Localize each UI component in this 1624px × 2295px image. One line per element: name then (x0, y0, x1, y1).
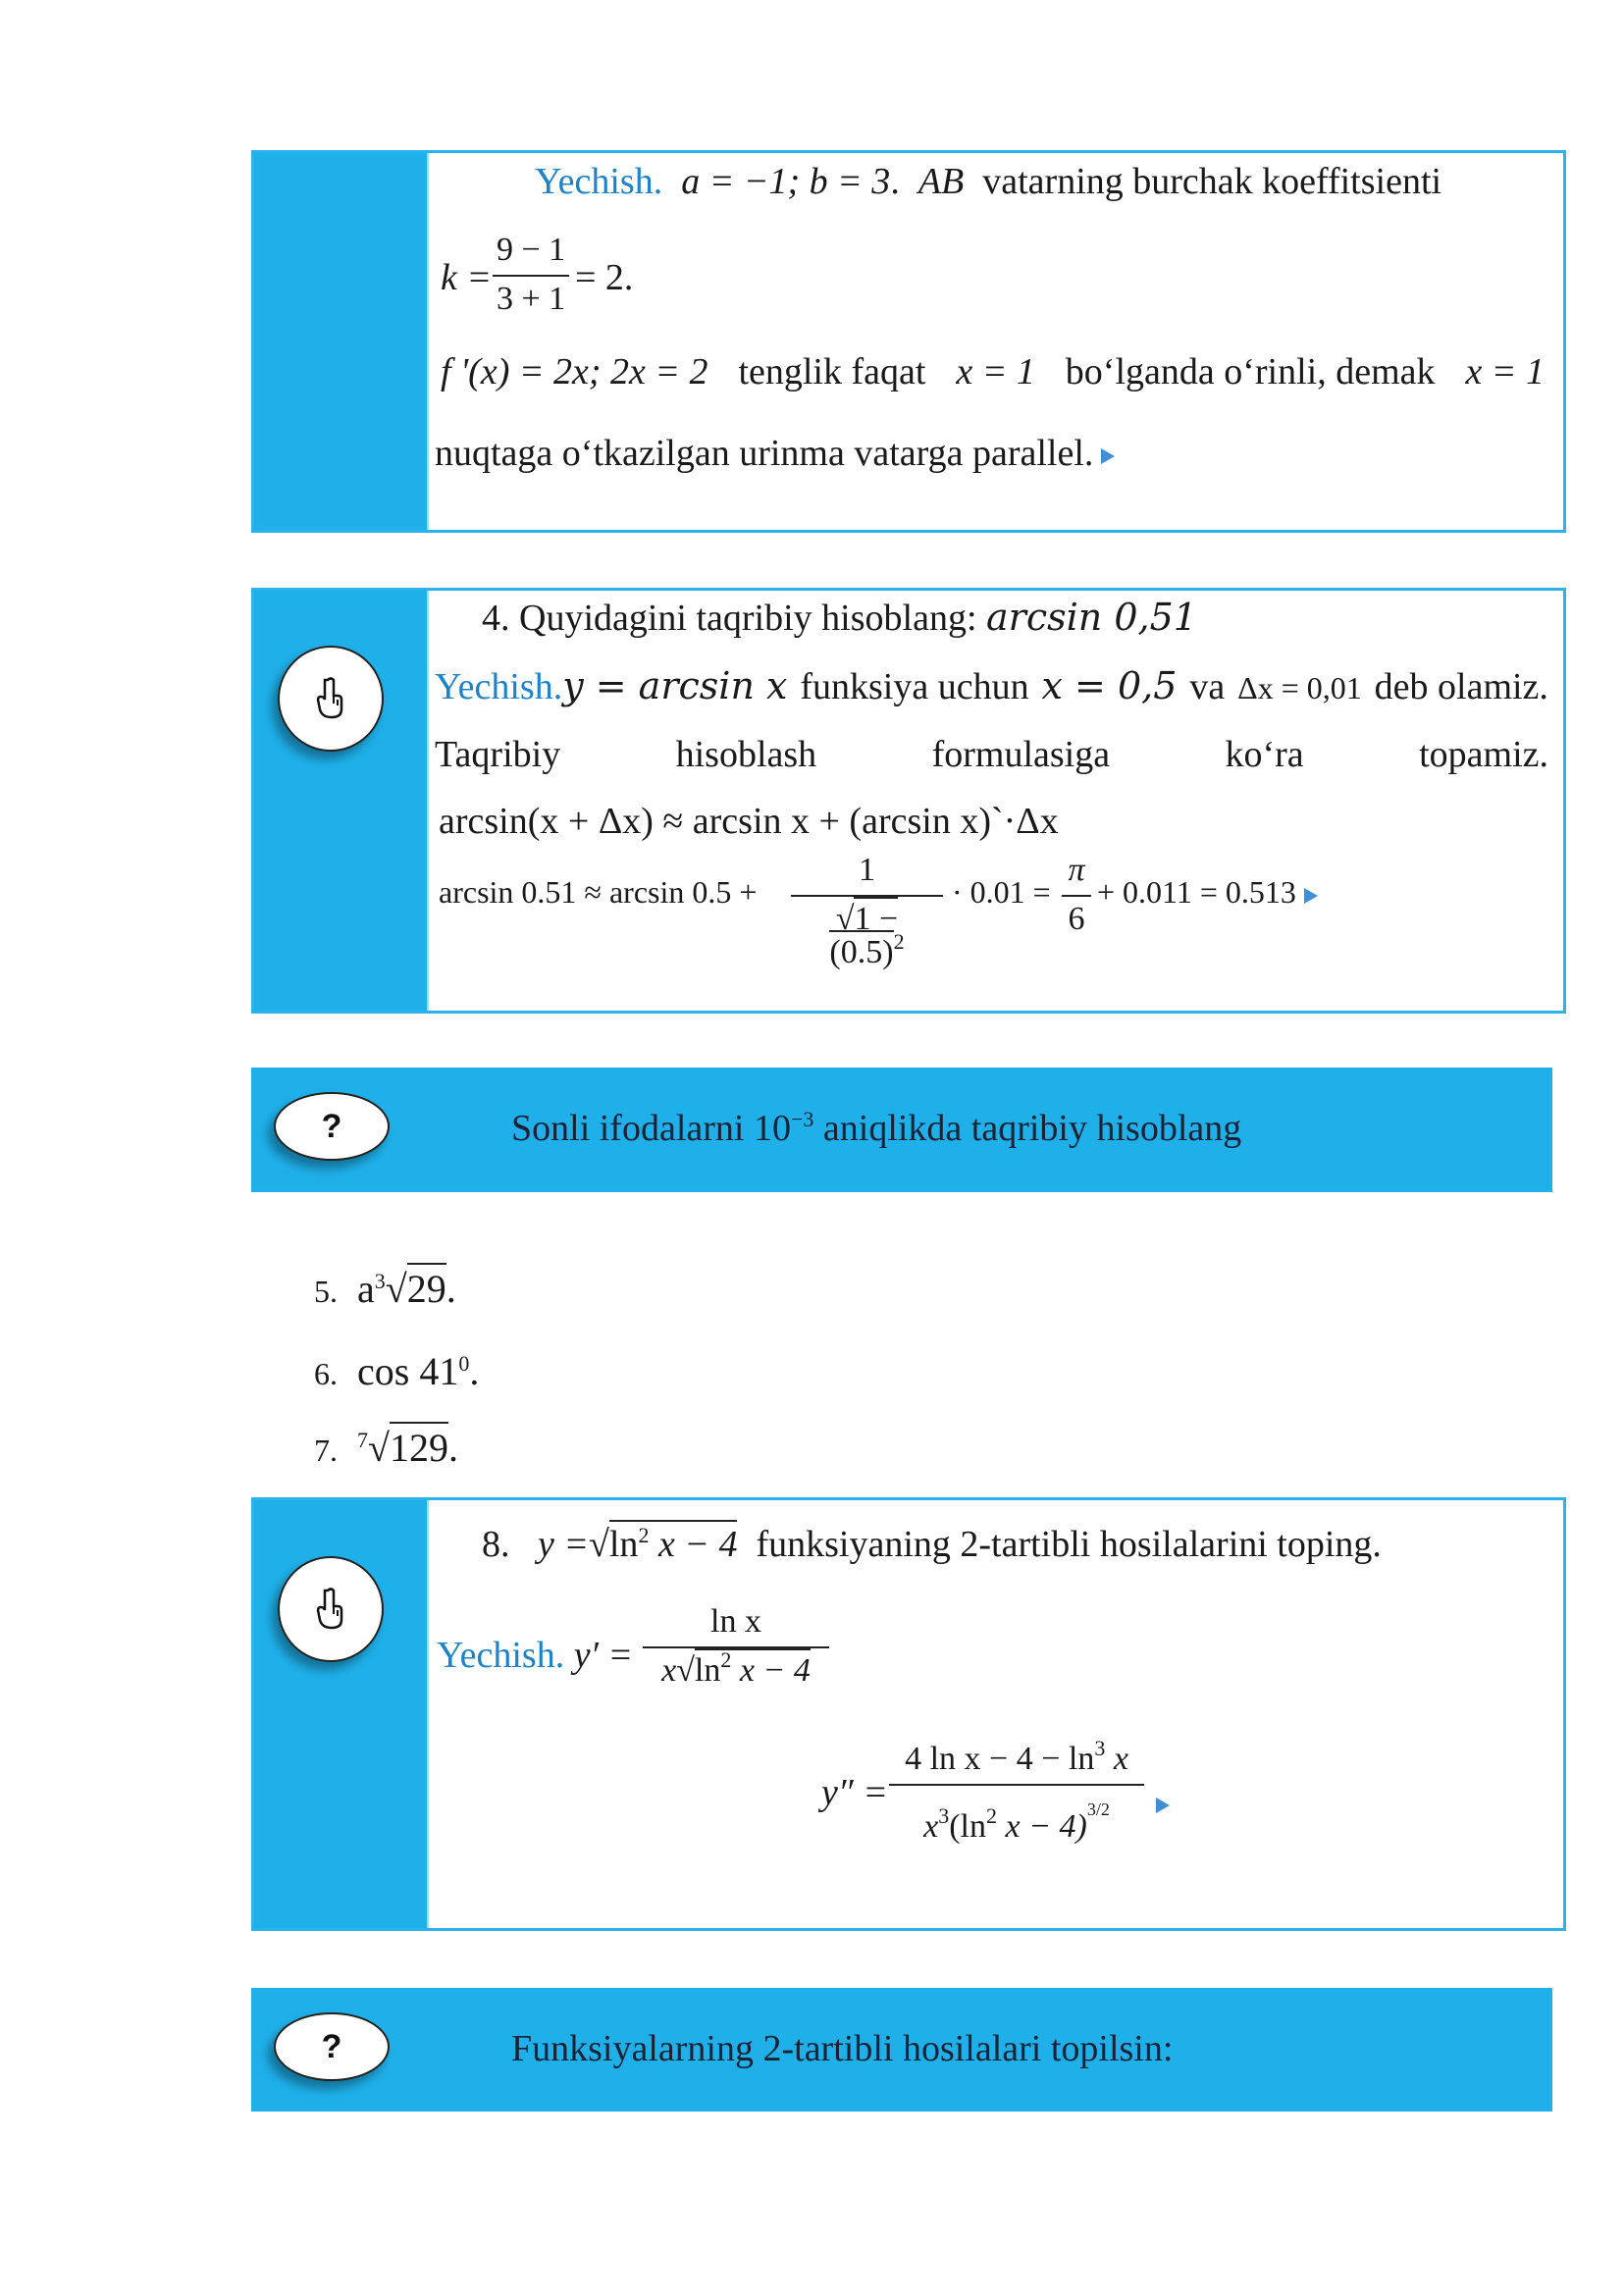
suffix: . (447, 1426, 458, 1470)
exercise-prefix: a (357, 1267, 375, 1311)
calc-exp: 2 (893, 929, 905, 954)
header-text-a: Sonli ifodalarni 10 (511, 1108, 791, 1149)
dx-value: Δx = 0,01 (1237, 670, 1362, 705)
calc-numerator: 1 (859, 852, 875, 888)
approx-formula: arcsin(x + Δx) ≈ arcsin x + (arcsin x)`·Δx (439, 801, 1059, 842)
ln-exp: 2 (720, 1647, 732, 1672)
y2-num-b: x (1105, 1741, 1128, 1777)
ab-label: AB (917, 161, 965, 202)
line1-text: vatarning burchak koeffitsienti (982, 161, 1442, 202)
degree-exp: 0 (458, 1351, 470, 1376)
y2-den-exp3: 3/2 (1086, 1799, 1110, 1819)
line4-text: nuqtaga o‘tkazilgan urinma vatarga parallel. (435, 433, 1094, 474)
k-lhs: k = (441, 257, 493, 298)
root-index: 3 (374, 1269, 386, 1293)
solution-line-3 (441, 353, 1545, 391)
ln-label: ln (608, 1524, 639, 1565)
header-text-b: aniqlikda taqribiy hisoblang (813, 1108, 1242, 1149)
pointing-hand-icon (278, 1556, 384, 1662)
pi-denominator: 6 (1062, 895, 1091, 936)
sol-text-f: deb olamiz. (1374, 666, 1548, 707)
solution-line-2a (435, 664, 1548, 707)
hand-glyph (311, 1587, 350, 1632)
word: hisoblash (675, 734, 817, 775)
yechish-label: Yechish. (435, 666, 563, 707)
task-4-text: 4. Quyidagini taqribiy hisoblang: (482, 598, 977, 639)
task-4-title (482, 596, 1197, 639)
rad-rest: x − 4 (731, 1652, 811, 1689)
exercise-header-text-1 (511, 1107, 1241, 1150)
end-arrow-wrap (1148, 1784, 1170, 1821)
calc-left: arcsin 0.51 ≈ arcsin 0.5 + (439, 874, 758, 910)
y2-den-c: x − 4) (997, 1808, 1087, 1845)
y2-num-a: 4 ln x − 4 − ln (905, 1741, 1095, 1777)
end-arrow-icon (1101, 448, 1115, 464)
radicand: 29 (407, 1263, 446, 1311)
exercise-7: 7. $^7$√129. (314, 1429, 458, 1468)
question-icon: ? (274, 2012, 390, 2081)
k-fraction (493, 234, 569, 316)
header-exp: −3 (790, 1107, 814, 1131)
solution-panel-1 (251, 150, 1566, 533)
y1-denominator: $x√\ln^2$ x − 4 (643, 1646, 829, 1688)
radicand: 129 (390, 1422, 448, 1470)
y1-numerator: ln x (710, 1603, 761, 1640)
pi-numerator: π (1068, 852, 1085, 888)
pi-fraction (1062, 854, 1091, 936)
y2-lhs: y″ = (821, 1772, 888, 1813)
line3-text-b: tenglik faqat (738, 351, 926, 392)
calc-fraction (791, 854, 943, 969)
y1-fraction (643, 1605, 829, 1688)
line3-x1: x = 1 (956, 351, 1035, 392)
derivative-expr: f '(x) = 2x; 2x = 2 (441, 351, 708, 392)
word: ko‘ra (1225, 734, 1304, 775)
y2-den-exp1: 3 (938, 1803, 950, 1828)
y1-den-x: x (661, 1652, 677, 1689)
k-rhs: = 2. (575, 257, 634, 298)
solution-line-2b (435, 736, 1548, 773)
end-arrow-icon (1156, 1798, 1170, 1813)
hand-glyph (311, 676, 350, 721)
sol-text-b: funksiya uchun (800, 666, 1029, 707)
calc-radicand: 1 − (0.5) (829, 897, 898, 970)
task-8-title: 8. $y =√\ln^2$ x − 4 funksiyaning 2-tartibli hosilalarini toping. (482, 1526, 1382, 1563)
task-number: 8. (482, 1524, 510, 1565)
yechish-line (437, 1637, 633, 1674)
panel-stripe (254, 153, 427, 530)
y2-numerator (889, 1736, 1144, 1784)
calc-right (1097, 876, 1318, 908)
calc-denominator: $√1 - (0.5)^2$ (791, 895, 943, 969)
exercise-6 (314, 1349, 480, 1393)
y2-denominator (889, 1784, 1144, 1844)
exercise-expr: cos 41 (357, 1349, 459, 1393)
ab-values: a = −1; b = 3 (681, 161, 891, 202)
exercise-number: 6. (314, 1356, 338, 1391)
function-expr: y = arcsin x (562, 664, 788, 707)
word: topamiz. (1419, 734, 1548, 775)
y1-lhs: y′ = (573, 1635, 634, 1676)
task-8-text: funksiyaning 2-tartibli hosilalarini toping. (756, 1524, 1382, 1565)
sol-text-d: va (1189, 666, 1226, 707)
y2-den-exp2: 2 (986, 1803, 997, 1828)
ln-exp: 2 (638, 1523, 650, 1547)
y2-den-x: x (923, 1808, 939, 1845)
y2-num-exp: 3 (1094, 1736, 1106, 1760)
word: Taqribiy (435, 734, 561, 775)
suffix: . (445, 1267, 456, 1311)
calc-result: + 0.011 = 0.513 (1097, 874, 1296, 910)
solution-line-4 (435, 435, 1115, 472)
k-numerator: 9 − 1 (497, 232, 566, 268)
root-index: 7 (357, 1428, 368, 1452)
x-value: x = 0,5 (1041, 664, 1178, 707)
exercise-number: 5. (314, 1274, 338, 1309)
rad-rest: x − 4 (649, 1524, 738, 1565)
end-arrow-icon (1304, 888, 1318, 904)
line3-x1b: x = 1 (1465, 351, 1545, 392)
yechish-label: Yechish. (535, 161, 663, 202)
word: formulasiga (931, 734, 1111, 775)
exercise-5: 5. $a^3√29$. (314, 1270, 456, 1309)
calc-mid: · 0.01 = (952, 874, 1051, 910)
yechish-label: Yechish. (437, 1635, 565, 1676)
k-denominator: 3 + 1 (493, 275, 569, 316)
task-4-math: arcsin 0,51 (986, 596, 1197, 639)
question-icon: ? (274, 1092, 390, 1161)
line3-text-d: bo‘lganda o‘rinli, demak (1065, 351, 1436, 392)
y-lhs: y = (538, 1524, 590, 1565)
suffix: . (469, 1349, 480, 1393)
exercise-number: 7. (314, 1433, 338, 1468)
exercise-header-text-2: Funksiyalarning 2-tartibli hosilalari topilsin: (511, 2028, 1174, 2069)
y2-fraction (889, 1736, 1144, 1845)
solution-line-1: Yechish. a = −1; b = 3. AB vatarning burchak koeffitsienti (535, 161, 1442, 202)
ln-label: ln (694, 1652, 721, 1689)
pointing-hand-icon (278, 646, 384, 752)
y2-den-b: (ln (949, 1808, 986, 1845)
